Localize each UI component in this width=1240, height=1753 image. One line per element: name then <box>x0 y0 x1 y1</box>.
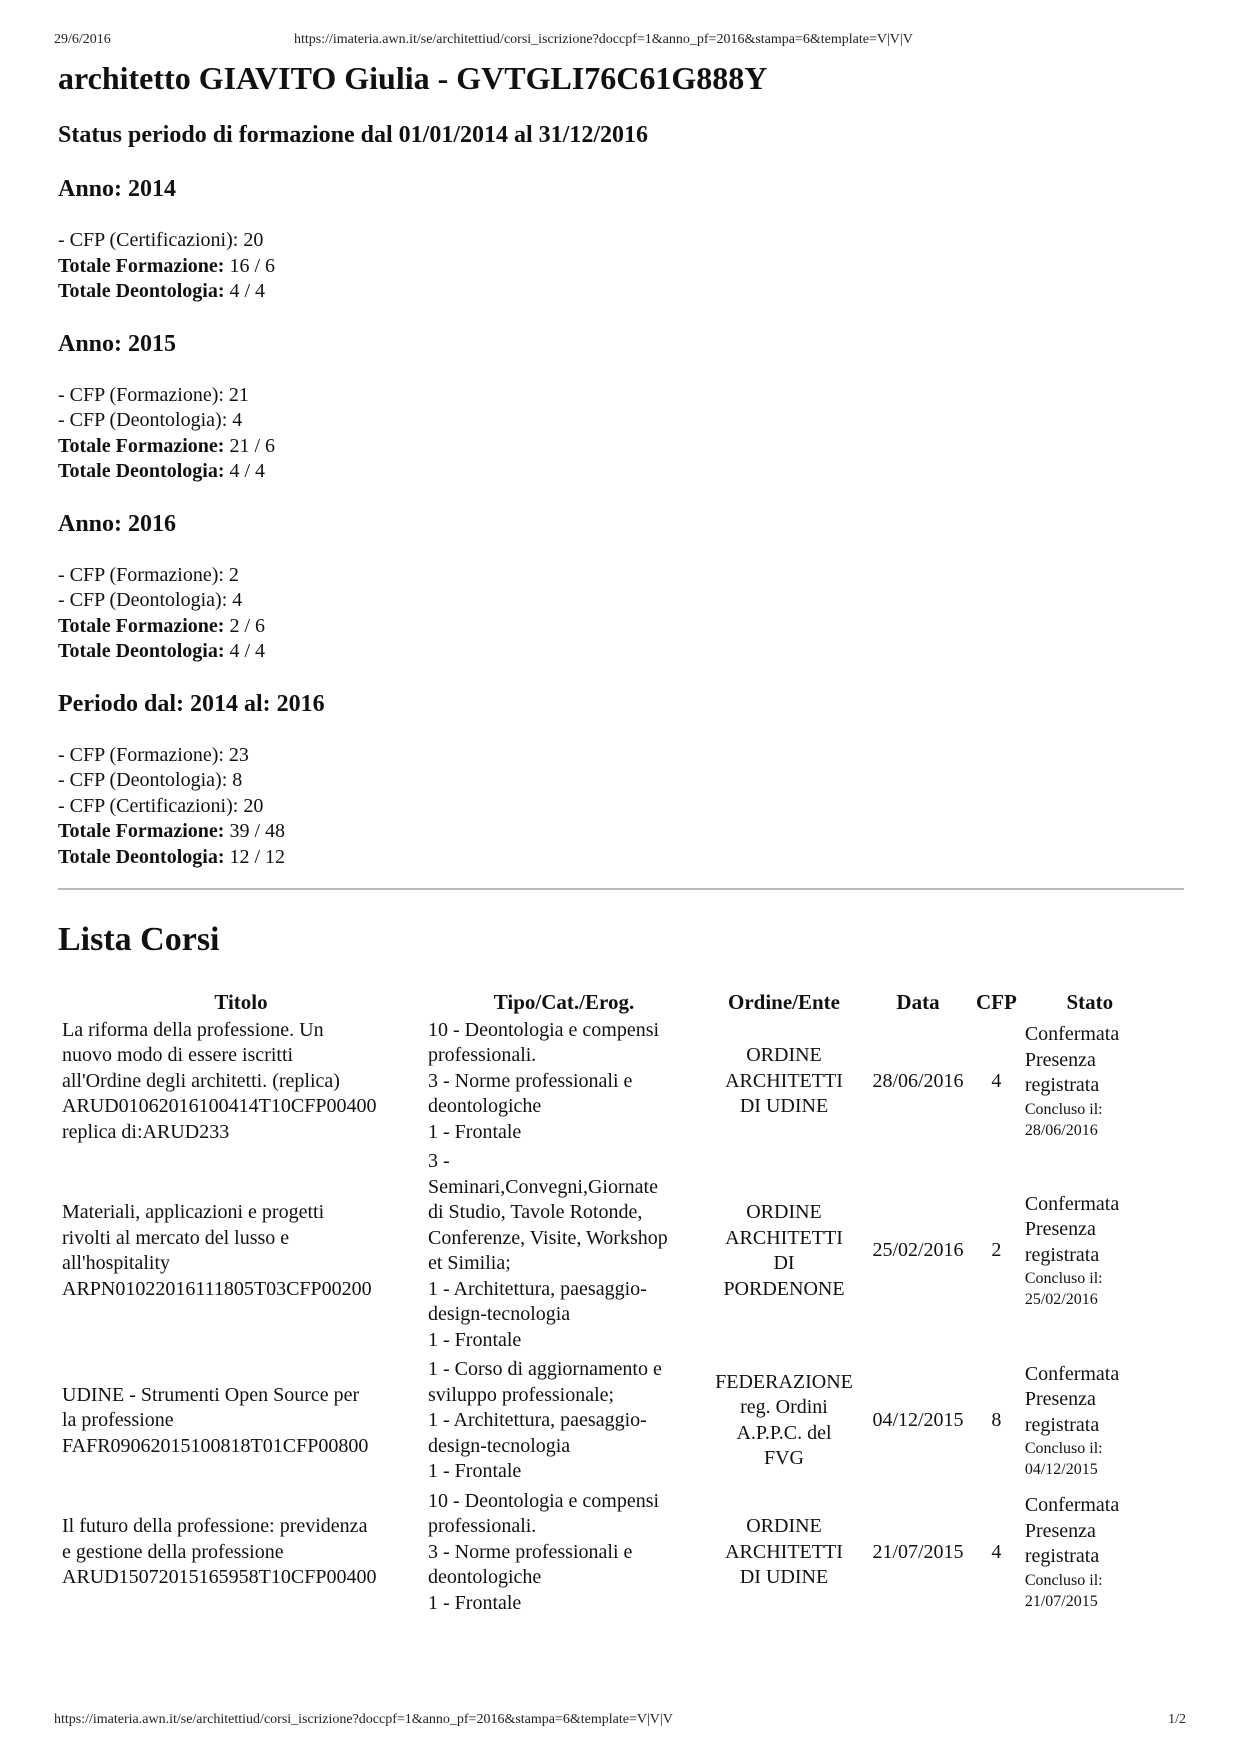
print-footer <box>54 1712 1186 1732</box>
column-header-stato: Stato <box>1066 990 1114 1014</box>
cell-tipo <box>424 1489 704 1621</box>
year-section-2015 <box>58 329 1184 485</box>
cell-data: 04/12/2015 <box>872 1409 964 1431</box>
cell-tipo-line: deontologiche <box>428 1095 542 1117</box>
cfp-line: - CFP (Deontologia): 4 <box>58 589 243 611</box>
table-row <box>58 1018 1159 1150</box>
concluso-date: 21/07/2015 <box>1024 1592 1098 1610</box>
cell-tipo <box>424 1018 704 1150</box>
column-header-tipo: Tipo/Cat./Erog. <box>493 990 635 1014</box>
cell-titolo-line: all'Ordine degli architetti. (replica) <box>62 1069 340 1092</box>
cell-cfp: 2 <box>991 1239 1002 1262</box>
totale-formazione-line <box>58 614 1184 640</box>
cell-stato-line: registrata <box>1024 1243 1100 1266</box>
concluso-date: 04/12/2015 <box>1024 1461 1098 1478</box>
page-number: 1/2 <box>1168 1712 1186 1727</box>
column-header-data: Data <box>896 990 940 1014</box>
cfp-line: - CFP (Formazione): 2 <box>58 563 239 586</box>
cell-titolo-line: Il futuro della professione: previdenza <box>62 1515 368 1537</box>
cell-tipo-line: 3 - Norme professionali e <box>428 1069 633 1092</box>
cell-ordine <box>704 1489 864 1621</box>
cell-titolo-line: Materiali, applicazioni e progetti <box>62 1201 325 1223</box>
cell-titolo-line: ARUD15072015165958T10CFP00400 <box>62 1566 377 1588</box>
cell-stato-line: registrata <box>1024 1545 1100 1567</box>
totale-deontologia-label: Totale Deontologia: <box>58 460 225 482</box>
cell-ordine-line: ARCHITETTI <box>725 1226 843 1249</box>
table-row <box>58 1489 1159 1621</box>
cell-titolo <box>58 1018 424 1150</box>
cell-tipo-line: 3 - Norme professionali e <box>428 1540 633 1563</box>
cell-tipo-line: 10 - Deontologia e compensi <box>428 1489 660 1512</box>
cell-data: 21/07/2015 <box>872 1540 964 1563</box>
totale-deontologia-label: Totale Deontologia: <box>58 640 225 662</box>
cell-tipo-line: professionali. <box>428 1515 537 1537</box>
cell-stato <box>1021 1149 1159 1357</box>
cell-titolo <box>58 1489 424 1621</box>
cell-stato-line: Confermata <box>1024 1192 1120 1215</box>
cell-tipo-line: 3 - <box>428 1150 450 1172</box>
cell-titolo-line: La riforma della professione. Un <box>62 1018 324 1041</box>
cell-titolo-line: e gestione della professione <box>62 1540 284 1563</box>
courses-title: Lista Corsi <box>58 921 220 958</box>
person-title: architetto GIAVITO Giulia - GVTGLI76C61G888Y <box>58 60 768 96</box>
cell-tipo-line: Conferenze, Visite, Workshop <box>428 1226 668 1249</box>
totale-deontologia-label: Totale Deontologia: <box>58 845 225 868</box>
totale-formazione-value: 39 / 48 <box>229 820 286 842</box>
concluso-label: Concluso il: <box>1024 1571 1103 1589</box>
cell-cfp: 4 <box>991 1540 1002 1563</box>
cell-ordine-line: ORDINE <box>746 1201 822 1223</box>
cell-tipo-line: di Studio, Tavole Rotonde, <box>428 1201 643 1223</box>
totale-formazione-line <box>58 434 1184 460</box>
totale-formazione-line <box>58 254 1184 280</box>
print-header <box>54 32 1186 52</box>
cfp-line: - CFP (Formazione): 23 <box>58 743 249 766</box>
cell-titolo-line: ARPN01022016111805T03CFP00200 <box>62 1277 372 1300</box>
cell-ordine-line: ORDINE <box>746 1044 822 1066</box>
totale-formazione-value: 16 / 6 <box>229 254 276 277</box>
cell-ordine-line: ARCHITETTI <box>725 1069 843 1092</box>
cell-tipo-line: 1 - Architettura, paesaggio- <box>428 1409 647 1431</box>
totale-deontologia-line <box>58 459 1184 485</box>
cell-ordine-line: reg. Ordini <box>740 1396 828 1419</box>
cell-stato-line: Confermata <box>1024 1023 1120 1045</box>
cell-data: 25/02/2016 <box>872 1239 964 1262</box>
cell-tipo-line: deontologiche <box>428 1566 542 1588</box>
cell-stato-line: Confermata <box>1024 1494 1120 1516</box>
cell-stato <box>1021 1357 1159 1489</box>
totale-deontologia-label: Totale Deontologia: <box>58 280 225 302</box>
cell-tipo-line: design-tecnologia <box>428 1303 571 1325</box>
totale-formazione-line <box>58 819 1184 845</box>
cfp-line: - CFP (Formazione): 21 <box>58 383 249 406</box>
cell-tipo-line: design-tecnologia <box>428 1434 571 1457</box>
cell-tipo <box>424 1357 704 1489</box>
cell-tipo-line: 1 - Frontale <box>428 1591 522 1614</box>
year-section-2014 <box>58 174 1184 305</box>
totale-formazione-label: Totale Formazione: <box>58 434 225 457</box>
cell-stato-line: registrata <box>1024 1413 1100 1436</box>
totale-formazione-label: Totale Formazione: <box>58 254 225 277</box>
cell-tipo-line: 10 - Deontologia e compensi <box>428 1018 660 1041</box>
cfp-line: - CFP (Deontologia): 8 <box>58 769 243 791</box>
totale-deontologia-value: 4 / 4 <box>229 280 266 302</box>
period-section <box>58 689 1184 871</box>
period-lines <box>58 743 1184 871</box>
year-lines <box>58 228 1184 305</box>
cell-ordine-line: FEDERAZIONE <box>715 1370 853 1393</box>
concluso-label: Concluso il: <box>1024 1100 1103 1118</box>
status-title: Status periodo di formazione dal 01/01/2014 al 31/12/2016 <box>58 122 649 148</box>
cell-tipo-line: 1 - Corso di aggiornamento e <box>428 1358 662 1380</box>
cell-tipo-line: 1 - Frontale <box>428 1328 522 1351</box>
year-heading: Anno: 2016 <box>58 510 177 537</box>
totale-deontologia-value: 12 / 12 <box>229 845 286 868</box>
totale-deontologia-value: 4 / 4 <box>229 460 266 482</box>
table-row <box>58 1149 1159 1357</box>
cell-stato <box>1021 1018 1159 1150</box>
table-header-row <box>58 990 1159 1018</box>
cell-stato-line: Presenza <box>1024 1218 1096 1241</box>
cell-tipo <box>424 1149 704 1357</box>
cell-ordine-line: A.P.P.C. del <box>736 1421 832 1444</box>
cell-stato-line: Presenza <box>1024 1519 1096 1542</box>
totale-formazione-value: 2 / 6 <box>229 614 266 637</box>
totale-deontologia-line <box>58 639 1184 665</box>
cell-tipo-line: Seminari,Convegni,Giornate <box>428 1175 658 1198</box>
cfp-line: - CFP (Certificazioni): 20 <box>58 229 264 251</box>
totale-deontologia-value: 4 / 4 <box>229 640 266 662</box>
year-heading: Anno: 2015 <box>58 330 177 357</box>
cell-ordine <box>704 1357 864 1489</box>
cell-ordine-line: ARCHITETTI <box>725 1540 843 1563</box>
totale-formazione-label: Totale Formazione: <box>58 614 225 637</box>
footer-url: https://imateria.awn.it/se/architettiud/corsi_iscrizione?doccpf=1&anno_pf=2016&stampa=6&template=V|V|V <box>54 1712 673 1727</box>
cell-ordine-line: DI UDINE <box>739 1566 829 1588</box>
concluso-label: Concluso il: <box>1024 1270 1103 1288</box>
cell-titolo-line: rivolti al mercato del lusso e <box>62 1226 290 1249</box>
cell-cfp: 8 <box>991 1409 1002 1431</box>
cell-cfp: 4 <box>991 1069 1002 1092</box>
section-divider <box>58 888 1184 890</box>
period-heading: Periodo dal: 2014 al: 2016 <box>58 690 325 717</box>
concluso-label: Concluso il: <box>1024 1440 1103 1457</box>
cell-titolo <box>58 1357 424 1489</box>
concluso-date: 25/02/2016 <box>1024 1291 1098 1309</box>
concluso-date: 28/06/2016 <box>1024 1121 1098 1139</box>
cell-tipo-line: et Similia; <box>428 1252 511 1274</box>
cell-titolo <box>58 1149 424 1357</box>
cell-ordine <box>704 1018 864 1150</box>
cell-tipo-line: 1 - Frontale <box>428 1120 522 1143</box>
cell-ordine <box>704 1149 864 1357</box>
cell-titolo-line: FAFR09062015100818T01CFP00800 <box>62 1434 369 1457</box>
column-header-ordine: Ordine/Ente <box>727 990 840 1014</box>
totale-deontologia-line <box>58 845 1184 871</box>
year-lines <box>58 383 1184 485</box>
cell-stato <box>1021 1489 1159 1621</box>
cell-titolo-line: la professione <box>62 1409 174 1431</box>
cell-tipo-line: 1 - Architettura, paesaggio- <box>428 1277 647 1300</box>
cell-ordine-line: PORDENONE <box>723 1277 845 1300</box>
cell-ordine-line: ORDINE <box>746 1515 822 1537</box>
totale-formazione-label: Totale Formazione: <box>58 820 225 842</box>
cell-ordine-line: DI <box>773 1252 795 1274</box>
document-content <box>58 58 1184 1620</box>
cfp-line: - CFP (Deontologia): 4 <box>58 409 243 431</box>
cell-titolo-line: UDINE - Strumenti Open Source per <box>62 1383 360 1406</box>
cell-stato-line: Presenza <box>1024 1388 1096 1410</box>
column-header-cfp: CFP <box>976 990 1017 1014</box>
cell-titolo-line: nuovo modo di essere iscritti <box>62 1044 294 1066</box>
cell-stato-line: Confermata <box>1024 1362 1120 1385</box>
print-date: 29/6/2016 <box>54 32 111 47</box>
year-section-2016 <box>58 509 1184 665</box>
cell-ordine-line: FVG <box>763 1447 804 1470</box>
cell-tipo-line: 1 - Frontale <box>428 1460 522 1482</box>
courses-table <box>58 990 1159 1620</box>
cell-titolo-line: replica di:ARUD233 <box>62 1120 230 1143</box>
cell-ordine-line: DI UDINE <box>739 1095 829 1117</box>
totale-deontologia-line <box>58 279 1184 305</box>
print-url: https://imateria.awn.it/se/architettiud/corsi_iscrizione?doccpf=1&anno_pf=2016&stampa=6&template=V|V|V <box>294 32 913 47</box>
cfp-line: - CFP (Certificazioni): 20 <box>58 794 264 817</box>
year-lines <box>58 563 1184 665</box>
table-row <box>58 1357 1159 1489</box>
cell-stato-line: registrata <box>1024 1074 1100 1096</box>
cell-tipo-line: sviluppo professionale; <box>428 1383 615 1406</box>
cell-tipo-line: professionali. <box>428 1044 537 1066</box>
cell-titolo-line: ARUD01062016100414T10CFP00400 <box>62 1095 377 1117</box>
cell-data: 28/06/2016 <box>872 1069 964 1092</box>
totale-formazione-value: 21 / 6 <box>229 434 276 457</box>
cell-stato-line: Presenza <box>1024 1048 1096 1071</box>
cell-titolo-line: all'hospitality <box>62 1252 171 1274</box>
year-heading: Anno: 2014 <box>58 176 177 202</box>
column-header-titolo: Titolo <box>214 990 268 1014</box>
